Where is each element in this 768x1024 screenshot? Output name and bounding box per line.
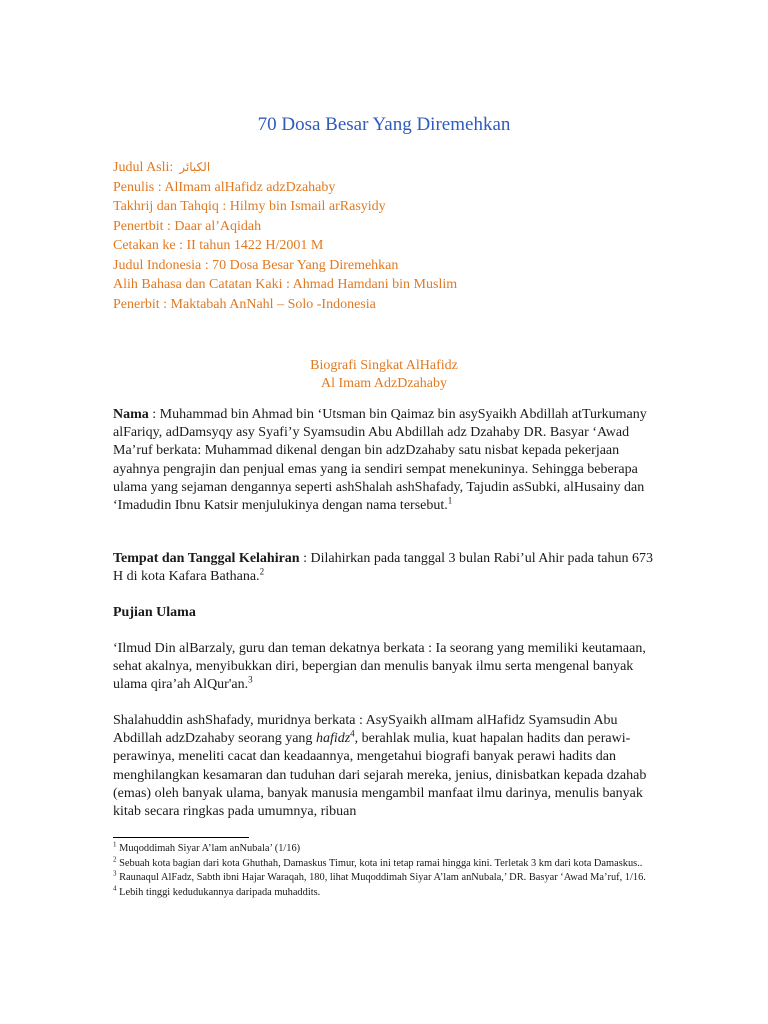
meta-penulis: Penulis : AlImam alHafidz adzDzahaby bbox=[113, 179, 336, 195]
meta-penerbit-asli: Penertbit : Daar al’Aqidah bbox=[113, 218, 262, 234]
footnotes bbox=[113, 842, 661, 900]
pujian-ulama-heading: Pujian Ulama bbox=[113, 605, 196, 620]
footnote-ref-4[interactable]: 4 bbox=[350, 728, 355, 739]
footnote-ref-1[interactable]: 1 bbox=[447, 495, 453, 506]
footnote-separator bbox=[113, 837, 249, 838]
ilmud-text: ‘Ilmud Din alBarzaly, guru dan teman dekatnya berkata : Ia seorang yang memiliki keutamaan, sehat akalnya, menyibukkan diri, bepergian dan menulis banyak ilmu serta mengenal banyak ulama qira’ah AlQur'an. bbox=[113, 641, 646, 693]
biography-heading bbox=[0, 357, 768, 393]
tempat-text: : Dilahirkan pada tanggal 3 bulan Rabi’ul Ahir pada tahun 673 H di kota Kafara Bathana. bbox=[113, 551, 654, 585]
paragraph-tempat-lahir bbox=[113, 550, 661, 586]
document-title: 70 Dosa Besar Yang Diremehkan bbox=[257, 114, 511, 135]
tempat-label: Tempat dan Tanggal Kelahiran bbox=[113, 551, 300, 566]
footnote-3-text: Raunaqul AlFadz, Sabth ibni Hajar Waraqah, 180, lihat Muqoddimah Siyar A’lam anNubala,’ DR. Basyar ‘Awad Ma’ruf, 1/16. bbox=[119, 872, 646, 883]
meta-cetakan: Cetakan ke : II tahun 1422 H/2001 M bbox=[113, 238, 324, 253]
footnote-2-number: 2 bbox=[113, 855, 117, 864]
footnote-1-number: 1 bbox=[113, 840, 117, 849]
footnote-2-text: Sebuah kota bagian dari kota Ghuthah, Damaskus Timur, kota ini tetap ramai hingga kini. Terletak 3 km dari kota Damaskus.. bbox=[119, 857, 643, 869]
book-metadata bbox=[113, 158, 457, 314]
footnote-ref-2[interactable]: 2 bbox=[259, 566, 265, 577]
biography-heading-line1: Biografi Singkat AlHafidz bbox=[310, 358, 458, 373]
meta-judul-asli-arabic: الكبائر bbox=[179, 160, 211, 174]
footnote-4 bbox=[113, 886, 661, 901]
meta-judul-asli bbox=[113, 158, 457, 178]
meta-judul-asli-label: Judul Asli: bbox=[113, 160, 174, 175]
footnote-2 bbox=[113, 857, 661, 872]
nama-label: Nama bbox=[113, 407, 149, 422]
shalah-text-after: , berahlak mulia, kuat hapalan hadits dan perawi-perawinya, meneliti cacat dan keadaannya, mengetahui biografi banyak perawi hadits dan menghilangkan kesamaran dan tuduhan dari sejarah mereka, jenius, dinisbatkan kepada dzahab (emas) oleh banyak ulama, banyak manusia mengambil manfaat ilmu darinya, menulis banyak kitab secara ringkas pada umumnya, ribuan bbox=[113, 731, 647, 820]
shalah-text-before: Shalahuddin ashShafady, muridnya berkata : AsySyaikh alImam alHafidz Syamsudin Abu Abdillah adzDzahaby seorang yang bbox=[113, 713, 618, 747]
hafidz-term: hafidz bbox=[315, 731, 351, 747]
paragraph-nama bbox=[113, 406, 661, 515]
footnote-3 bbox=[113, 871, 661, 886]
meta-takhrij: Takhrij dan Tahqiq : Hilmy bin Ismail arRasyidy bbox=[113, 199, 386, 214]
footnote-3-number: 3 bbox=[113, 869, 117, 878]
meta-penerbit: Penerbit : Maktabah AnNahl – Solo -Indonesia bbox=[113, 296, 376, 312]
biography-heading-line2: Al Imam AdzDzahaby bbox=[321, 376, 447, 391]
nama-text: : Muhammad bin Ahmad bin ‘Utsman bin Qaimaz bin asySyaikh Abdillah atTurkumany alFariqy, adDamsyqy asy Syafi’y Syamsudin Abu Abdillah adz Dzahaby DR. Basyar ‘Awad Ma’ruf berkata: Muhammad dikenal dengan bin adzDzahaby satu nisbat kepada pekerjaan ayahnya pengrajin dan penjual emas yang ia sendiri sempat menekuninya. Sehingga beberapa ulama yang sejaman dengannya seperti ashShalah ashShafady, Tajudin asSubki, alHusainy dan ‘Imadudin Ibnu Katsir menjulukinya dengan nama tersebut. bbox=[113, 407, 647, 514]
footnote-ref-3[interactable]: 3 bbox=[248, 674, 253, 685]
footnote-4-number: 4 bbox=[113, 884, 117, 893]
meta-judul-indonesia: Judul Indonesia : 70 Dosa Besar Yang Diremehkan bbox=[113, 257, 399, 273]
footnote-1 bbox=[113, 842, 661, 857]
footnote-4-text: Lebih tinggi kedudukannya daripada muhaddits. bbox=[119, 886, 321, 898]
paragraph-shalahuddin bbox=[113, 712, 661, 821]
paragraph-ilmud-din bbox=[113, 640, 661, 695]
footnote-1-text: Muqoddimah Siyar A’lam anNubala’ (1/16) bbox=[119, 843, 301, 854]
meta-alih-bahasa: Alih Bahasa dan Catatan Kaki : Ahmad Hamdani bin Muslim bbox=[113, 277, 458, 292]
